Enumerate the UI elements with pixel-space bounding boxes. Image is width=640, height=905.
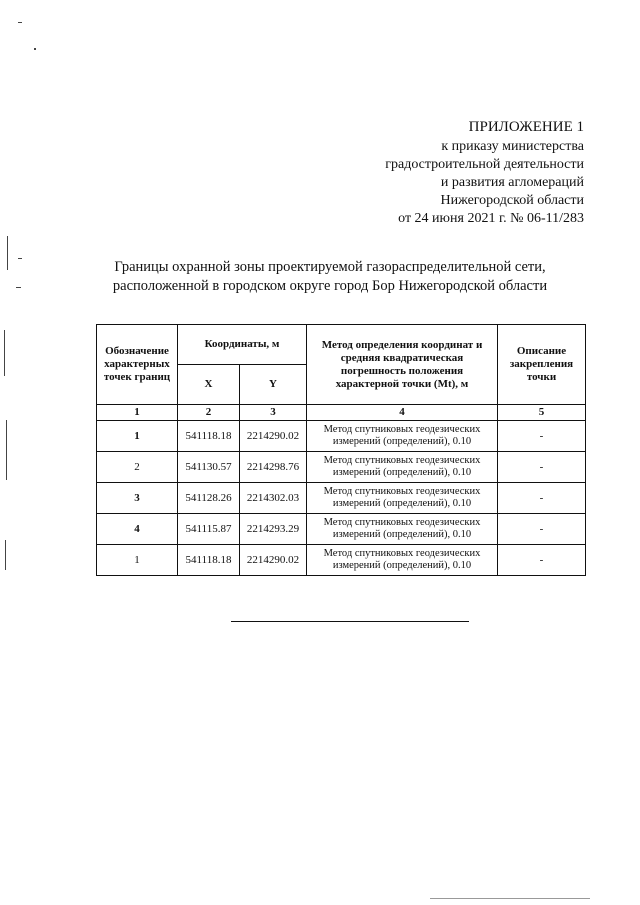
header-line: к приказу министерства bbox=[441, 139, 584, 154]
table-row bbox=[97, 421, 586, 452]
header-description: Описание закрепления точки bbox=[498, 325, 586, 405]
cell-method: Метод спутниковых геодезических измерений (определений), 0.10 bbox=[307, 545, 498, 576]
table-row bbox=[97, 452, 586, 483]
cell-x: 541115.87 bbox=[178, 514, 240, 545]
header-point: Обозначение характерных точек границ bbox=[97, 325, 178, 405]
margin-mark bbox=[16, 287, 21, 288]
column-number: 3 bbox=[240, 405, 307, 421]
margin-mark bbox=[5, 540, 6, 570]
margin-mark bbox=[430, 898, 590, 899]
cell-x: 541118.18 bbox=[178, 545, 240, 576]
end-divider-line bbox=[231, 621, 469, 622]
table-row bbox=[97, 514, 586, 545]
cell-y: 2214293.29 bbox=[240, 514, 307, 545]
cell-description: - bbox=[498, 514, 586, 545]
cell-point: 4 bbox=[97, 514, 178, 545]
header-y: Y bbox=[240, 365, 307, 405]
cell-description: - bbox=[498, 452, 586, 483]
header-line: и развития агломераций bbox=[440, 175, 584, 190]
cell-y: 2214298.76 bbox=[240, 452, 307, 483]
cell-x: 541118.18 bbox=[178, 421, 240, 452]
header-line: градостроительной деятельности bbox=[385, 157, 584, 172]
cell-x: 541130.57 bbox=[178, 452, 240, 483]
cell-method: Метод спутниковых геодезических измерений (определений), 0.10 bbox=[307, 421, 498, 452]
header-line: Нижегородской области bbox=[440, 193, 584, 208]
cell-method: Метод спутниковых геодезических измерений (определений), 0.10 bbox=[307, 452, 498, 483]
cell-point: 3 bbox=[97, 483, 178, 514]
cell-x: 541128.26 bbox=[178, 483, 240, 514]
appendix-header bbox=[284, 118, 584, 228]
margin-mark bbox=[6, 420, 7, 480]
margin-mark bbox=[34, 48, 36, 50]
margin-mark bbox=[4, 330, 5, 376]
cell-description: - bbox=[498, 483, 586, 514]
document-title bbox=[60, 258, 600, 296]
header-coordinates: Координаты, м bbox=[178, 325, 307, 365]
header-line: от 24 июня 2021 г. № 06-11/283 bbox=[398, 211, 584, 226]
header-x: X bbox=[178, 365, 240, 405]
cell-y: 2214302.03 bbox=[240, 483, 307, 514]
cell-description: - bbox=[498, 545, 586, 576]
table-row bbox=[97, 483, 586, 514]
title-line: расположенной в городском округе город Бор Нижегородской области bbox=[112, 278, 548, 294]
margin-mark bbox=[18, 258, 22, 259]
margin-mark bbox=[18, 22, 22, 23]
cell-description: - bbox=[498, 421, 586, 452]
column-number: 1 bbox=[97, 405, 178, 421]
table-row bbox=[97, 545, 586, 576]
cell-y: 2214290.02 bbox=[240, 421, 307, 452]
appendix-title: ПРИЛОЖЕНИЕ 1 bbox=[468, 119, 584, 135]
header-method: Метод определения координат и средняя квадратическая погрешность положения характерной точки (Mt), м bbox=[307, 325, 498, 405]
column-number: 2 bbox=[178, 405, 240, 421]
margin-mark bbox=[7, 236, 8, 270]
cell-method: Метод спутниковых геодезических измерений (определений), 0.10 bbox=[307, 483, 498, 514]
column-number: 5 bbox=[498, 405, 586, 421]
cell-point: 1 bbox=[97, 545, 178, 576]
cell-y: 2214290.02 bbox=[240, 545, 307, 576]
column-number: 4 bbox=[307, 405, 498, 421]
cell-method: Метод спутниковых геодезических измерений (определений), 0.10 bbox=[307, 514, 498, 545]
title-line: Границы охранной зоны проектируемой газораспределительной сети, bbox=[114, 259, 546, 275]
cell-point: 2 bbox=[97, 452, 178, 483]
boundary-coordinates-table bbox=[96, 324, 586, 576]
cell-point: 1 bbox=[97, 421, 178, 452]
